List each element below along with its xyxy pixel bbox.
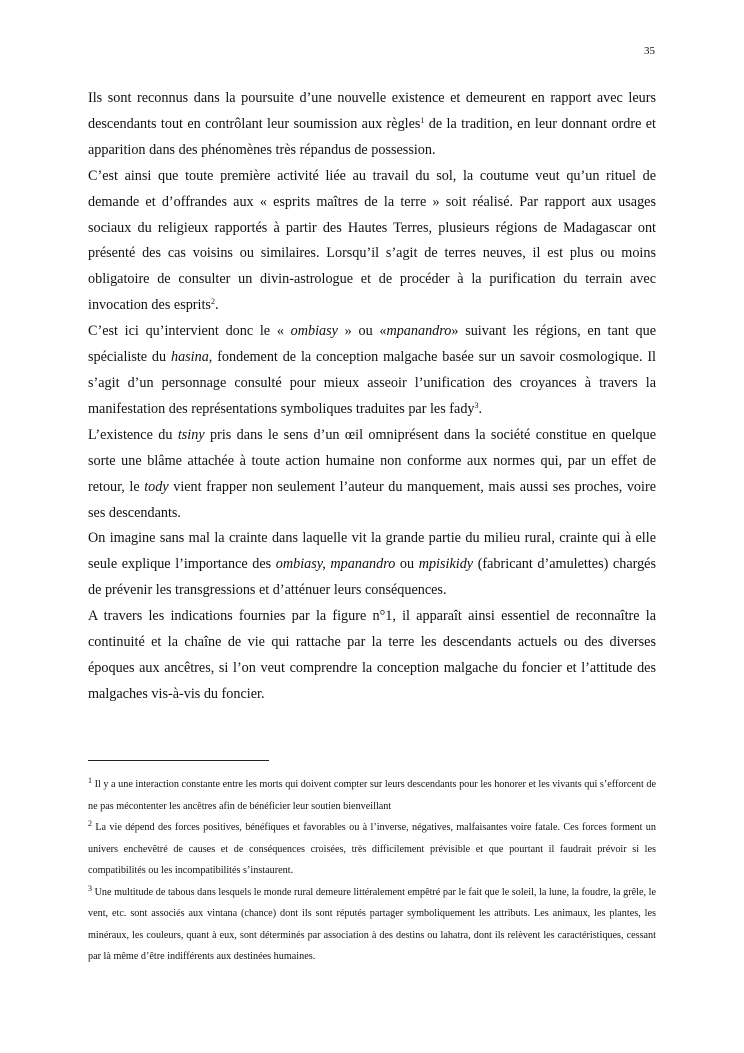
paragraph-text: (fabricant d’amulettes) chargés de prévenir les transgressions et d’atténuer leurs conséquences. [88,556,656,599]
paragraph-text: . [478,400,483,417]
footnote-reference: 2 [210,297,215,307]
page-number: 35 [644,45,655,57]
italic-term: tsiny [177,426,205,443]
paragraph-text: C’est ici qu’intervient donc le « [88,323,291,340]
paragraph-text: Ils sont reconnus dans la poursuite d’une nouvelle existence et demeurent en rapport avec leurs descendants tout en contrôlant leur soumission aux règles [88,90,656,132]
paragraph-text: de la tradition, en leur donnant ordre et apparition dans des phénomènes très répandus de possession. [88,115,656,158]
footnote-separator [88,760,269,761]
paragraph-text: ou [395,556,419,573]
footnote-marker: 3 [88,883,92,893]
paragraph-text: pris dans le sens d’un œil omniprésent dans la société constitue en quelque sorte une blâme attachée à toute action humaine non conforme aux normes qui, par un effet de retour, le [88,426,656,495]
body-text [88,86,656,708]
paragraph-text: . [214,297,219,314]
footnote-text: Une multitude de tabous dans lesquels le monde rural demeure littéralement empêtré par le fait que le soleil, la lune, la foudre, la grêle, le vent, etc. sont associés aux vintana (chance) dont ils sont réputés partager symboliquement les attributs. Les animaux, les plantes, les minéraux, les couleurs, quant à eux, sont déterminés par association à des destins ou lahatra, dont ils relèvent les caractéristiques, cessant par là même d’être indifférents aux destinées humaines. [88,886,656,962]
italic-term: ombiasy, mpanandro [275,556,396,573]
paragraph [88,319,656,423]
italic-term: mpisikidy [418,556,474,573]
footnote-text: La vie dépend des forces positives, bénéfiques et favorables ou à l’inverse, négatives, malfaisantes voire fatale. Ces forces forment un univers enchevêtré de causes et de conséquences croisées, très difficilement prévisible et que pourtant il faudrait prévoir si les compatibilités ou les incompatibilités s’instaurent. [88,822,656,876]
footnote-reference: 1 [420,115,425,125]
paragraph-text: » ou « [337,323,387,340]
italic-term: hasina, [170,349,213,366]
footnote [88,774,656,817]
paragraph [88,604,656,708]
footnotes [88,774,656,968]
paragraph-text: C’est ainsi que toute première activité liée au travail du sol, la coutume veut qu’un rituel de demande et d’offrandes aux « esprits maîtres de la terre » soit réalisé. Par rapport aux usages sociaux du religieux rapportés à partir des Hautes Terres, plusieurs régions de Madagascar ont présenté des cas voisins ou similaires. Lorsqu’il s’agit de terres neuves, il est plus ou moins obligatoire de consulter un divin-astrologue et de procéder à la purification du terrain avec invocation des esprits [88,167,656,314]
paragraph [88,423,656,527]
footnote-marker: 2 [88,819,92,828]
paragraph-text: fondement de la conception malgache basée sur un savoir cosmologique. Il s’agit d’un personnage consulté pour mieux asseoir l’unification des croyances à travers la manifestation des représentations symboliques traduites par les fady [88,349,657,417]
footnote-reference: 3 [474,400,479,410]
paragraph-text: On imagine sans mal la crainte dans laquelle vit la grande partie du milieu rural, crainte qui à elle seule explique l’importance des [88,530,656,573]
footnote [88,882,656,968]
paragraph [88,526,656,604]
italic-term: mpanandro [386,323,452,340]
paragraph [88,164,656,319]
footnote [88,817,656,882]
italic-term: ombiasy [290,323,338,340]
footnote-marker: 1 [88,776,92,785]
paragraph-text: A travers les indications fournies par la figure n°1, il apparaît ainsi essentiel de reconnaître la continuité et la chaîne de vie qui rattache par la terre les descendants actuels ou des diverses époques aux ancêtres, si l’on veut comprendre la conception malgache du foncier et l’attitude des malgaches vis-à-vis du foncier. [88,608,656,702]
paragraph-text: vient frapper non seulement l’auteur du manquement, mais aussi ses proches, voire ses descendants. [88,478,656,521]
italic-term: tody [144,478,169,495]
footnote-text: Il y a une interaction constante entre les morts qui doivent compter sur leurs descendants pour les honorer et les vivants qui s’efforcent de ne pas mécontenter les ancêtres afin de bénéficier leur soutien bienveillant [88,779,656,812]
paragraph-text: L’existence du [88,426,178,443]
paragraph [88,86,656,164]
paragraph-text: » suivant les régions, en tant que spécialiste du [88,323,656,366]
